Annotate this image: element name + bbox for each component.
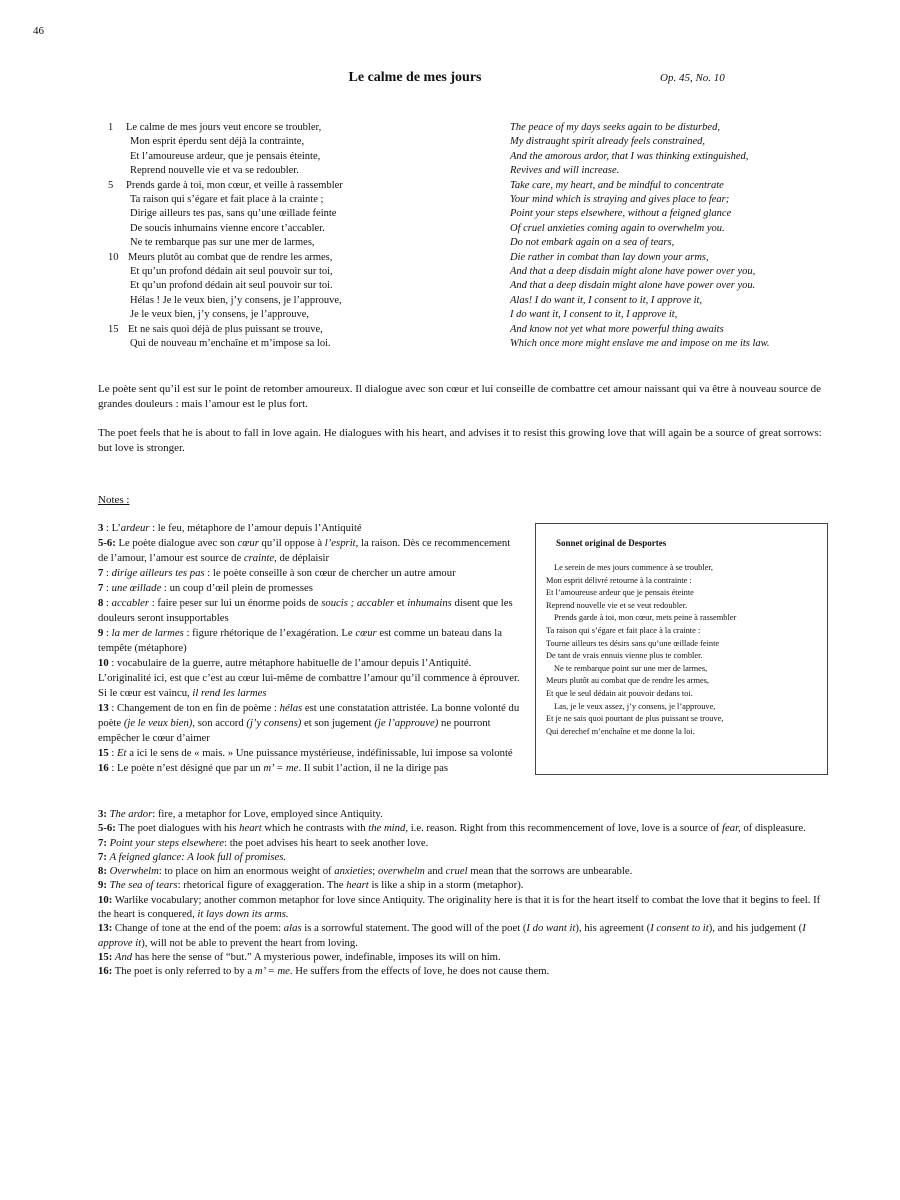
sonnet-line: Las, je le veux assez, j’y consens, je l’approuve, bbox=[554, 701, 716, 711]
poem-line: Of cruel anxieties coming again to overwhelm you. bbox=[510, 222, 725, 234]
poem-line: Do not embark again on a sea of tears, bbox=[510, 237, 675, 249]
original-sonnet-box bbox=[535, 523, 828, 775]
poem-line: Die rather in combat than lay down your arms, bbox=[510, 251, 709, 263]
poem-french bbox=[108, 121, 508, 352]
poem-line: The peace of my days seeks again to be disturbed, bbox=[510, 122, 720, 133]
note-item: 8 : accabler : faire peser sur lui un énorme poids de soucis ; accabler et inhumains disent que les douleurs seront insupportables bbox=[98, 597, 513, 624]
note-item: 10 : vocabulaire de la guerre, autre métaphore habituelle de l’amour depuis l’Antiquité. L’originalité ici, est que c’est au cœur lui-même de combattre l’amour qu’il commence à éprouver. Si le cœur est vaincu, il rend les larmes bbox=[98, 657, 520, 699]
line-text: Et qu’un profond dédain ait seul pouvoir sur toi. bbox=[130, 280, 333, 292]
line-text: Meurs plutôt au combat que de rendre les armes, bbox=[128, 251, 333, 263]
poem-line bbox=[108, 135, 508, 149]
line-text: Ne te rembarque pas sur une mer de larmes, bbox=[130, 237, 315, 249]
note-item: 13: Change of tone at the end of the poem: alas is a sorrowful statement. The good will of the poet (I do want it), his agreement (I consent to it), and his judgement (I approve it), will not be able to prevent the heart from loving. bbox=[98, 922, 806, 949]
note-item: 10: Warlike vocabulary; another common metaphor for love since Antiquity. The originality here is that it is for the heart itself to combat the love that it begins to feel. If the heart is conquered, it lays down its arms. bbox=[98, 893, 821, 921]
line-text: Et qu’un profond dédain ait seul pouvoir sur toi, bbox=[130, 266, 333, 278]
line-number: 10 bbox=[108, 251, 119, 263]
poem-line: And the amorous ardor, that I was thinking extinguished, bbox=[510, 150, 749, 162]
line-number: 1 bbox=[108, 122, 114, 133]
note-item: 5-6: The poet dialogues with his heart which he contrasts with the mind, i.e. reason. Right from this recommencement of love, love is a source of fear, of displeasure. bbox=[98, 822, 806, 835]
note-item: 7 : une œillade : un coup d’œil plein de promesses bbox=[98, 582, 313, 594]
sonnet-line: De tant de vrais ennuis vienne plus te combler. bbox=[546, 651, 703, 661]
note-item: 9: The sea of tears: rhetorical figure of exaggeration. The heart is like a ship in a storm (metaphor). bbox=[98, 879, 524, 892]
poem-line bbox=[108, 337, 508, 351]
poem-line: And know not yet what more powerful thing awaits bbox=[510, 323, 724, 335]
line-text: Et l’amoureuse ardeur, que je pensais éteinte, bbox=[130, 150, 321, 162]
poem-line bbox=[108, 179, 508, 193]
poem-line bbox=[108, 222, 508, 236]
page-title: Le calme de mes jours bbox=[348, 70, 482, 85]
sonnet-line: Qui derechef m’enchaîne et me donne la loi. bbox=[546, 726, 695, 736]
poem-line bbox=[108, 279, 508, 293]
poem-line bbox=[108, 207, 508, 221]
note-item: 9 : la mer de larmes : figure rhétorique de l’exagération. Le cœur est comme un bateau dans la tempête (métaphore) bbox=[98, 627, 502, 654]
poem-line: My distraught spirit already feels constrained, bbox=[510, 136, 706, 148]
poem-line bbox=[108, 164, 508, 178]
poem-line bbox=[108, 236, 508, 250]
line-text: Mon esprit éperdu sent déjà la contrainte, bbox=[130, 136, 305, 148]
line-text: Le calme de mes jours veut encore se troubler, bbox=[126, 122, 322, 133]
notes-heading: Notes : bbox=[98, 494, 130, 506]
poem-line: I do want it, I consent to it, I approve it, bbox=[510, 309, 678, 321]
sonnet-line: Ta raison qui s’égare et fait place à la crainte : bbox=[546, 625, 701, 635]
line-text: Prends garde à toi, mon cœur, et veille à rassembler bbox=[126, 179, 343, 191]
line-number: 15 bbox=[108, 323, 119, 335]
line-text: Dirige ailleurs tes pas, sans qu’une œillade feinte bbox=[130, 208, 337, 220]
notes-english bbox=[98, 807, 833, 979]
poem-line bbox=[108, 323, 508, 337]
poem-line: Revives and will increase. bbox=[510, 165, 620, 177]
note-item: 16 : Le poète n’est désigné que par un m’ = me. Il subit l’action, il ne la dirige pas bbox=[98, 762, 449, 774]
note-item: 15 : Et a ici le sens de « mais. » Une puissance mystérieuse, indéfinissable, lui impose sa volonté bbox=[98, 747, 513, 759]
sonnet-line: Et l’amoureuse ardeur que je pensais éteinte bbox=[546, 588, 694, 598]
sonnet-line: Prends garde à toi, mon cœur, mets peine à rassembler bbox=[554, 613, 737, 623]
sonnet-line: Mon esprit délivré retourne à la contrainte : bbox=[546, 575, 692, 585]
poem-line bbox=[108, 150, 508, 164]
poem-line: Your mind which is straying and gives place to fear; bbox=[510, 194, 730, 206]
poem-line bbox=[108, 251, 508, 265]
sonnet-title: Sonnet original de Desportes bbox=[556, 538, 667, 548]
poem-line bbox=[108, 308, 508, 322]
sonnet-line: Meurs plutôt au combat que de rendre les armes, bbox=[546, 676, 710, 686]
line-text: De soucis inhumains vienne encore t’accabler. bbox=[130, 222, 325, 234]
line-text: Reprend nouvelle vie et va se redoubler. bbox=[130, 165, 299, 177]
note-item: 8: Overwhelm: to place on him an enormous weight of anxieties; overwhelm and cruel mean that the sorrows are unbearable. bbox=[98, 865, 633, 878]
note-item: 7: A feigned glance: A look full of promises. bbox=[98, 850, 287, 863]
note-item: 5-6: Le poète dialogue avec son cœur qu’il oppose à l’esprit, la raison. Dès ce recommencement de l’amour, l’amour est source de crainte, de déplaisir bbox=[98, 537, 511, 564]
line-number: 5 bbox=[108, 179, 114, 191]
sonnet-line: Et je ne sais quoi pourtant de plus puissant se trouve, bbox=[546, 714, 724, 724]
sonnet-line: Et que le seul dédain ait pouvoir dedans toi. bbox=[546, 688, 693, 698]
poem-line: And that a deep disdain might alone have power over you. bbox=[510, 280, 756, 292]
summary-french: Le poète sent qu’il est sur le point de retomber amoureux. Il dialogue avec son cœur et lui conseille de combattre cet amour naissant qui va être à nouveau source de grandes douleurs : mais l’amour est le plus fort. bbox=[98, 383, 821, 410]
poem-line bbox=[108, 294, 508, 308]
poem-line: Point your steps elsewhere, without a feigned glance bbox=[510, 208, 732, 220]
poem-line bbox=[108, 121, 508, 135]
opus-number: Op. 45, No. 10 bbox=[660, 72, 725, 84]
sonnet-line: Tourne ailleurs tes désirs sans qu’une œillade feinte bbox=[546, 638, 720, 648]
line-text: Je le veux bien, j’y consens, je l’approuve, bbox=[130, 309, 310, 321]
note-item: 7 : dirige ailleurs tes pas : le poète conseille à son cœur de chercher un autre amour bbox=[98, 567, 456, 579]
poem-line: Take care, my heart, and be mindful to concentrate bbox=[510, 179, 724, 191]
poem-line bbox=[108, 193, 508, 207]
poem-line bbox=[108, 265, 508, 279]
note-item: 13 : Changement de ton en fin de poème : hélas est une constatation attristée. La bonne volonté du poète (je le veux bien), son accord (j’y consens) et son jugement (je l’approuve) ne pourront empêcher le cœur d’aimer bbox=[98, 702, 520, 744]
poem-line: Which once more might enslave me and impose on me its law. bbox=[510, 338, 770, 350]
line-text: Et ne sais quoi déjà de plus puissant se trouve, bbox=[128, 323, 323, 335]
sonnet-line: Reprend nouvelle vie et se veut redoubler. bbox=[546, 600, 688, 610]
line-text: Qui de nouveau m’enchaîne et m’impose sa loi. bbox=[130, 338, 331, 350]
sonnet-line: Le serein de mes jours commence à se troubler, bbox=[554, 563, 713, 572]
note-item: 3: The ardor: fire, a metaphor for Love, employed since Antiquity. bbox=[98, 808, 383, 820]
sonnet-lines bbox=[546, 562, 736, 738]
poem-english bbox=[510, 121, 890, 352]
poem-line: Alas! I do want it, I consent to it, I approve it, bbox=[510, 294, 703, 306]
line-text: Ta raison qui s’égare et fait place à la crainte ; bbox=[130, 194, 324, 206]
note-item: 7: Point your steps elsewhere: the poet advises his heart to seek another love. bbox=[98, 836, 429, 849]
note-item: 15: And has here the sense of “but.” A mysterious power, indefinable, imposes its will on him. bbox=[98, 950, 501, 963]
poem-line: And that a deep disdain might alone have power over you, bbox=[510, 266, 756, 278]
note-item: 3 : L’ardeur : le feu, métaphore de l’amour depuis l’Antiquité bbox=[98, 522, 362, 534]
notes-french bbox=[98, 521, 522, 776]
page-number: 46 bbox=[33, 25, 44, 37]
sonnet-line: Ne te rembarque point sur une mer de larmes, bbox=[554, 663, 708, 673]
line-text: Hélas ! Je le veux bien, j’y consens, je l’approuve, bbox=[130, 294, 342, 306]
summary-english: The poet feels that he is about to fall in love again. He dialogues with his heart, and advises it to resist this growing love that will again be a source of great sorrows: but love is stronger. bbox=[98, 427, 822, 454]
note-item: 16: The poet is only referred to by a m’ = me. He suffers from the effects of love, he does not cause them. bbox=[98, 965, 550, 978]
